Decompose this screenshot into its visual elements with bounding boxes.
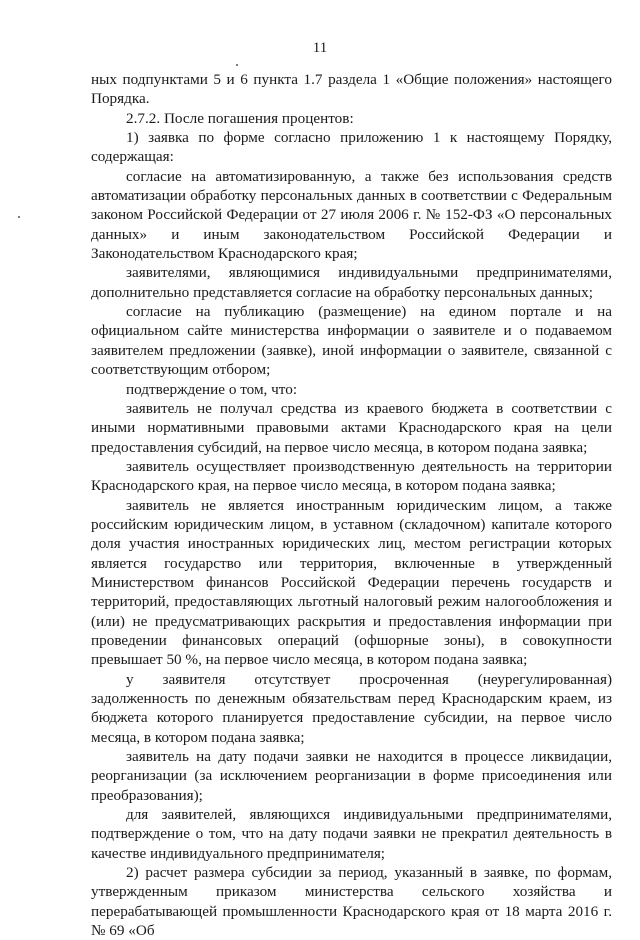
paragraph: подтверждение о том, что: — [126, 380, 298, 398]
paragraph: ных подпунктами 5 и 6 пункта 1.7 раздела 1 «Общие положения» настоящего Порядка. — [91, 71, 612, 108]
paragraph: для заявителей, являющихся индивидуальными предпринимателями, подтверждение о том, что на дату подачи заявки не прекратил деятельность в качестве индивидуального предпринимателя; — [91, 806, 612, 862]
scan-speck — [18, 216, 20, 218]
paragraph: заявителями, являющимися индивидуальными предпринимателями, дополнительно представляется согласие на обработку персональных данных; — [91, 264, 612, 301]
paragraph: заявитель на дату подачи заявки не находится в процессе ликвидации, реорганизации (за исключением реорганизации в форме присоединения или преобразования); — [91, 748, 612, 804]
paragraph: 1) заявка по форме согласно приложению 1 к настоящему Порядку, содержащая: — [91, 129, 612, 166]
paragraph: у заявителя отсутствует просроченная (неурегулированная) задолженность по денежным обязательствам перед Краснодарским краем, из бюджета которого планируется предоставление субсидии, на первое число месяца, в котором подана заявка; — [91, 670, 612, 746]
paragraph: заявитель не получал средства из краевого бюджета в соответствии с иными нормативными правовыми актами Краснодарского края на цели предоставления субсидий, на первое число месяца, в котором подана заявка; — [91, 399, 612, 456]
page-number: 11 — [312, 40, 328, 56]
scan-speck — [236, 64, 238, 66]
paragraph: заявитель не является иностранным юридическим лицом, а также российским юридическим лицом, в уставном (складочном) капитале которого доля участия иностранных юридических лиц, местом регистрации которых является государство или территория, включенные в утвержденный Министерством финансов Российской Федерации перечень государств и территорий, предоставляющих льготный налоговый режим налогообложения и (или) не предусматривающих раскрытия и предоставления информации при проведении финансовых операций (офшорные зоны), в совокупности превышает 50 %, на первое число месяца, в котором подана заявка; — [91, 496, 612, 669]
paragraph: 2) расчет размера субсидии за период, указанный в заявке, по формам, утвержденным приказом министерства сельского хозяйства и перерабатывающей промышленности Краснодарского края от 18 марта 2016 г. № 69 «Об — [91, 864, 612, 940]
body-text — [91, 70, 612, 940]
paragraph: согласие на автоматизированную, а также без использования средств автоматизации обработку персональных данных в соответствии с Федеральным законом Российской Федерации от 27 июля 2006 г. № 152-ФЗ «О персональных данных» и иным законодательством Российской Федерации и Законодательством Краснодарского края; — [91, 167, 612, 263]
paragraph: заявитель осуществляет производственную деятельность на территории Краснодарского края, на первое число месяца, в котором подана заявка; — [91, 457, 612, 495]
paragraph: согласие на публикацию (размещение) на едином портале и на официальном сайте министерства информации о заявителе и о подаваемом заявителем предложении (заявке), иной информации о заявителе, связанной с соответствующим отбором; — [91, 303, 612, 379]
paragraph: 2.7.2. После погашения процентов: — [126, 109, 354, 127]
